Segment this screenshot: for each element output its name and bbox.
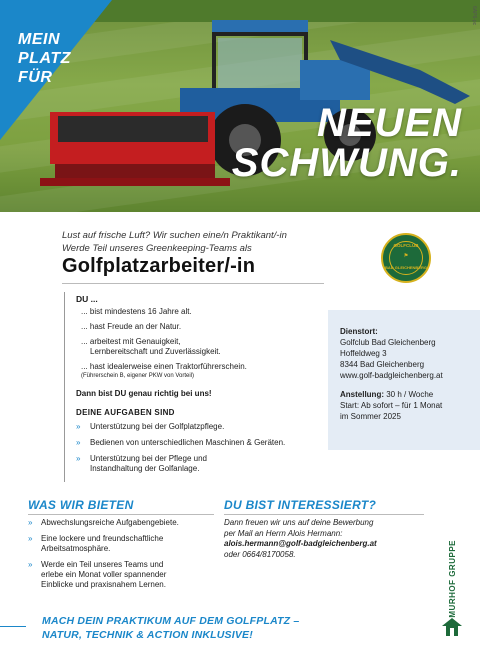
start-line: Start: Ab sofort – für 1 Monat bbox=[340, 401, 443, 410]
place-line: Golfclub Bad Gleichenberg bbox=[340, 338, 436, 347]
divider bbox=[64, 292, 65, 482]
place-label: Dienstort: bbox=[340, 327, 378, 336]
cta-line: NATUR, TECHNIK & ACTION INKLUSIVE! bbox=[42, 629, 253, 641]
divider bbox=[62, 283, 324, 284]
du-closing: Dann bist DU genau richtig bei uns! bbox=[76, 389, 212, 398]
offer-line: Werde ein Teil unseres Teams und bbox=[41, 560, 164, 569]
email-link[interactable]: alois.hermann@golf-badgleichenberg.at bbox=[224, 539, 377, 548]
place-line: 8344 Bad Gleichenberg bbox=[340, 360, 425, 369]
bullet-icon: » bbox=[76, 438, 81, 447]
corner-text bbox=[18, 30, 71, 87]
list-item bbox=[28, 560, 218, 590]
list-item bbox=[81, 337, 326, 357]
list-item bbox=[28, 518, 218, 528]
golfclub-logo bbox=[381, 233, 431, 283]
du-line: ... hast Freude an der Natur. bbox=[81, 322, 182, 331]
corner-line: MEIN bbox=[18, 31, 60, 48]
headline-line: NEUEN bbox=[316, 101, 462, 145]
bullet-icon: » bbox=[28, 534, 33, 543]
bullet-icon: » bbox=[76, 454, 81, 463]
corner-line: PLATZ bbox=[18, 50, 71, 67]
corner-line: FÜR bbox=[18, 69, 53, 86]
tasks-list bbox=[76, 422, 326, 480]
offer-line: Abwechslungsreiche Aufgabengebiete. bbox=[41, 518, 179, 527]
task-line: Bedienen von unterschiedlichen Maschinen & Geräten. bbox=[90, 438, 286, 447]
interest-text bbox=[224, 518, 414, 560]
place-line: Hoffeldweg 3 bbox=[340, 349, 387, 358]
task-line: Unterstützung bei der Golfplatzpflege. bbox=[90, 422, 225, 431]
task-line: Unterstützung bei der Pflege und bbox=[90, 454, 207, 463]
du-line: ... hast idealerweise einen Traktorführerschein. bbox=[81, 362, 247, 371]
side-code: 6AP6-pc bbox=[471, 6, 477, 26]
murhof-emblem-icon bbox=[442, 618, 462, 636]
du-line: ... arbeitest mit Genauigkeit, bbox=[81, 337, 181, 346]
murhof-logo bbox=[440, 540, 466, 630]
offer-heading: WAS WIR BIETEN bbox=[28, 498, 134, 512]
offer-line: Einblicke und praxisnahem Lernen. bbox=[41, 580, 166, 589]
job-title: Golfplatzarbeiter/-in bbox=[62, 255, 256, 277]
task-line: Instandhaltung der Golfanlage. bbox=[90, 464, 200, 473]
website-link[interactable]: www.golf-badgleichenberg.at bbox=[340, 371, 443, 380]
intro-text bbox=[62, 229, 362, 255]
headline-line: SCHWUNG. bbox=[231, 141, 462, 185]
intro-line: Werde Teil unseres Greenkeeping-Teams als bbox=[62, 243, 252, 254]
employment-value: 30 h / Woche bbox=[384, 390, 434, 399]
hero-headline bbox=[232, 103, 462, 183]
offer-line: erlebe ein Monat voller spannender bbox=[41, 570, 167, 579]
list-item bbox=[76, 454, 326, 474]
logo-bottom-text: BAD GLEICHENBERG bbox=[384, 265, 427, 270]
list-item bbox=[76, 438, 326, 448]
cta-line: MACH DEIN PRAKTIKUM AUF DEM GOLFPLATZ – bbox=[42, 615, 300, 627]
offer-list bbox=[28, 518, 218, 596]
list-item bbox=[81, 307, 326, 317]
divider bbox=[0, 626, 26, 627]
tasks-heading: DEINE AUFGABEN SIND bbox=[76, 408, 175, 417]
du-list bbox=[81, 307, 326, 386]
du-line: ... bist mindestens 16 Jahre alt. bbox=[81, 307, 192, 316]
cta-text bbox=[42, 614, 299, 642]
list-item bbox=[76, 422, 326, 432]
list-item bbox=[28, 534, 218, 554]
logo-flag-icon: ⚑ bbox=[403, 253, 409, 259]
brand-name: MURHOF GRUPPE bbox=[448, 540, 457, 618]
logo-top-text: GOLFCLUB bbox=[393, 243, 419, 248]
bullet-icon: » bbox=[28, 560, 33, 569]
offer-line: Eine lockere und freundschaftliche bbox=[41, 534, 164, 543]
interest-line: Dann freuen wir uns auf deine Bewerbung bbox=[224, 518, 374, 527]
divider bbox=[28, 514, 214, 515]
start-line: im Sommer 2025 bbox=[340, 412, 401, 421]
intro-line: Lust auf frische Luft? Wir suchen eine/n Praktikant/-in bbox=[62, 230, 287, 241]
offer-line: Arbeitsatmosphäre. bbox=[41, 544, 111, 553]
divider bbox=[224, 514, 424, 515]
hero-image bbox=[0, 0, 480, 212]
list-item bbox=[81, 322, 326, 332]
employment-label: Anstellung: bbox=[340, 390, 384, 399]
list-item bbox=[81, 362, 326, 381]
bullet-icon: » bbox=[28, 518, 33, 527]
bullet-icon: » bbox=[76, 422, 81, 431]
du-line: Lernbereitschaft und Zuverlässigkeit. bbox=[90, 347, 221, 356]
interest-line: per Mail an Herrn Alois Hermann: bbox=[224, 528, 343, 538]
interest-heading: DU BIST INTERESSIERT? bbox=[224, 498, 377, 512]
du-note: (Führerschein B, eigener PKW von Vorteil) bbox=[81, 373, 195, 379]
phone-number: oder 0664/8170058. bbox=[224, 549, 296, 559]
du-heading: DU ... bbox=[76, 294, 98, 304]
info-box bbox=[328, 310, 480, 450]
